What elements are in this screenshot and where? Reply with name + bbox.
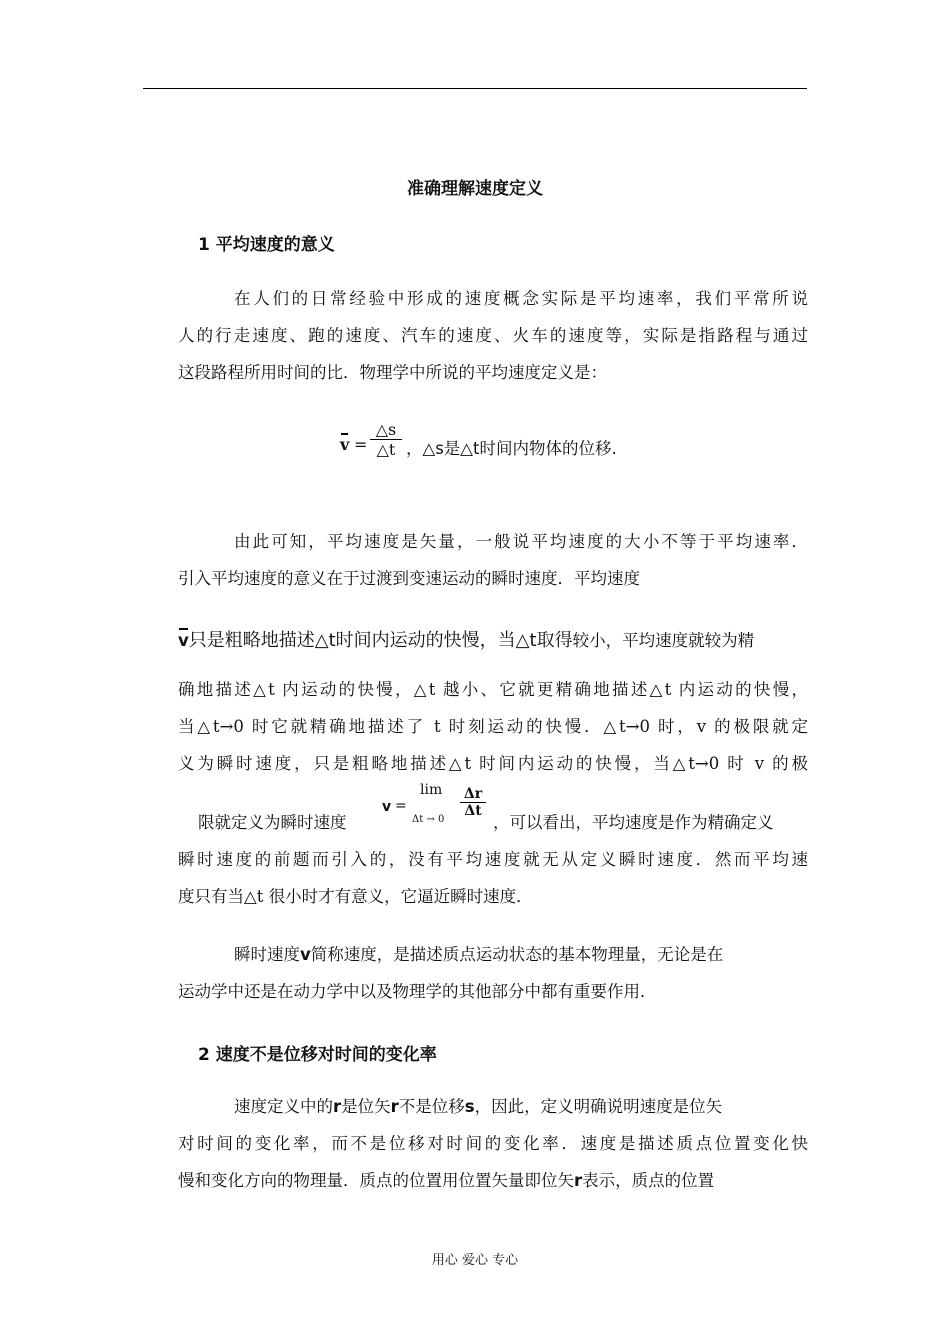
- header-rule: [143, 88, 807, 89]
- paragraph-line: 引入平均速度的意义在于过渡到变速运动的瞬时速度．平均速度: [178, 569, 640, 588]
- page-footer: 用心 爱心 专心: [431, 1253, 519, 1268]
- text-span: 速度定义中的: [234, 1097, 333, 1116]
- text-span: 是位矢: [341, 1097, 391, 1116]
- fraction-denominator: △t: [376, 440, 396, 459]
- paragraph-line: 对时间的变化率，而不是位移对时间的变化率．速度是描述质点位置变化快: [178, 1134, 808, 1153]
- v-symbol: v: [300, 945, 311, 964]
- r-symbol: r: [574, 1171, 583, 1190]
- paragraph-line: [234, 944, 808, 966]
- text-span: 不是位移: [398, 1097, 465, 1116]
- page-title: 准确理解速度定义: [407, 179, 543, 199]
- paragraph-line: 当△t→0 时它就精确地描述了 t 时刻运动的快慢．△t→0 时，v 的极限就定: [178, 717, 808, 736]
- text-span: 瞬时速度: [234, 945, 300, 964]
- paragraph-line: [234, 1096, 808, 1118]
- paragraph-line: 度只有当△t 很小时才有意义，它逼近瞬时速度．: [178, 887, 533, 906]
- fraction-numerator: △s: [375, 420, 397, 439]
- formula-explanation: ，△s是△t时间内物体的位移.: [406, 439, 617, 458]
- paragraph-line: ，可以看出，平均速度是作为精确定义: [493, 813, 774, 832]
- s-symbol: s: [464, 1097, 475, 1116]
- v-bar-symbol: v: [178, 631, 189, 650]
- text-span: ，因此，定义明确说明速度是位矢: [474, 1097, 723, 1116]
- paragraph-line: 运动学中还是在动力学中以及物理学的其他部分中都有重要作用．: [178, 982, 657, 1001]
- text-span: 只是粗略地描述△t时间内运动的快慢，当△t取得: [188, 630, 573, 651]
- paragraph-line: [178, 1170, 808, 1192]
- paragraph-line: 这段路程所用时间的比．物理学中所说的平均速度定义是：: [178, 363, 607, 382]
- paragraph-line: 限就定义为瞬时速度: [198, 813, 347, 832]
- v-symbol: v: [382, 799, 392, 815]
- paragraph-line: [178, 630, 808, 652]
- fraction-numerator: Δr: [463, 786, 483, 802]
- section-heading-2: 2 速度不是位移对时间的变化率: [198, 1045, 437, 1065]
- text-span: 慢和变化方向的物理量．质点的位置用位置矢量即位矢: [178, 1171, 574, 1190]
- text-span: 较小，平均速度就较为精: [572, 631, 755, 650]
- text-span: 表示，质点的位置: [582, 1171, 715, 1190]
- section-heading-1: 1 平均速度的意义: [198, 235, 335, 255]
- limit-operator: lim: [420, 782, 443, 798]
- r-symbol: r: [390, 1097, 399, 1116]
- paragraph-line: 瞬时速度的前题而引入的，没有平均速度就无从定义瞬时速度．然而平均速: [178, 850, 808, 869]
- instantaneous-velocity-formula: [382, 782, 492, 832]
- text-span: 简称速度，是描述质点运动状态的基本物理量，无论是在: [310, 945, 724, 964]
- paragraph-line: 义为瞬时速度，只是粗略地描述△t 时间内运动的快慢，当△t→0 时 v 的极: [178, 754, 808, 773]
- paragraph-line: 在人们的日常经验中形成的速度概念实际是平均速率，我们平常所说: [234, 289, 808, 308]
- fraction: [370, 420, 402, 459]
- limit-subscript: Δt → 0: [412, 814, 445, 825]
- paragraph-line: 由此可知，平均速度是矢量，一般说平均速度的大小不等于平均速率．: [234, 532, 808, 551]
- fraction-denominator: Δt: [464, 803, 482, 819]
- paragraph-line: 确地描述△t 内运动的快慢，△t 越小、它就更精确地描述△t 内运动的快慢，: [178, 680, 808, 699]
- r-symbol: r: [333, 1097, 342, 1116]
- equals-sign: =: [395, 798, 407, 814]
- fraction: [460, 786, 486, 819]
- v-bar-symbol: v: [340, 435, 350, 454]
- paragraph-line: 人的行走速度、跑的速度、汽车的速度、火车的速度等，实际是指路程与通过: [178, 326, 808, 345]
- equals-sign: =: [354, 435, 368, 454]
